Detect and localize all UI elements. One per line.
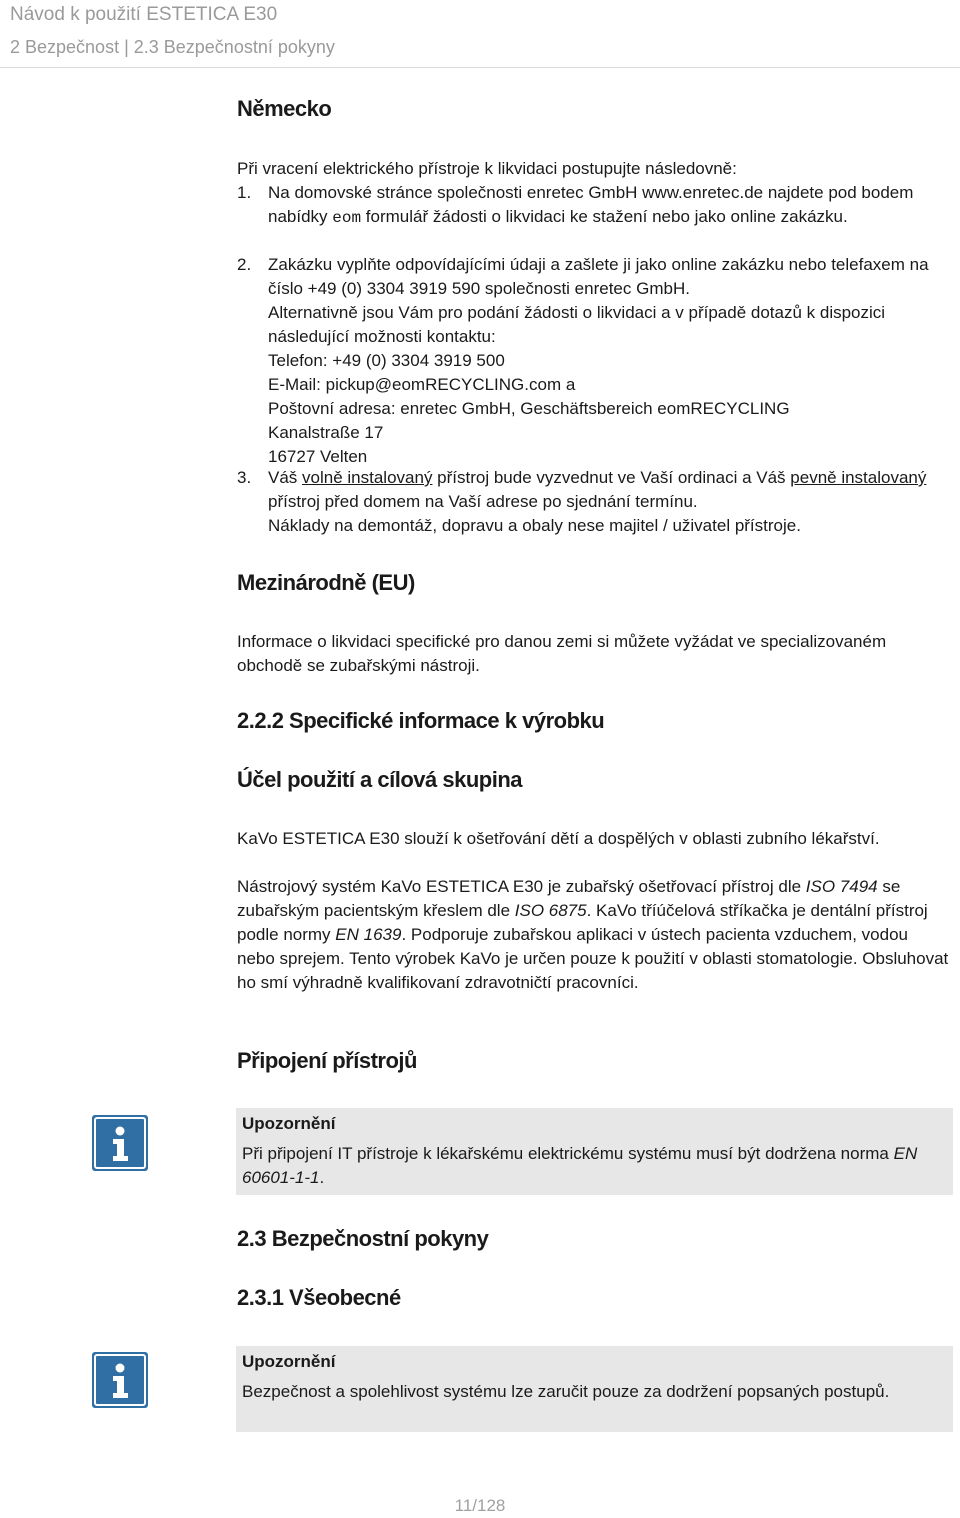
heading-2-3: 2.3 Bezpečnostní pokyny [237,1226,489,1251]
info-icon [92,1115,148,1171]
heading-connection: Připojení přístrojů [237,1048,417,1073]
breadcrumb: 2 Bezpečnost | 2.3 Bezpečnostní pokyny [10,37,335,57]
heading-2-3-1: 2.3.1 Všeobecné [237,1285,401,1310]
heading-germany: Německo [237,96,332,121]
purpose-p2: Nástrojový systém KaVo ESTETICA E30 je zubařský ošetřovací přístroj dle ISO 7494 se zubařským pacientským křeslem dle ISO 6875. KaVo tříúčelová stříkačka je dentální přístroj podle normy EN 1639. Podporuje zubařskou aplikaci v ústech pacienta vzduchem, vodou nebo sprejem. Tento výrobek KaVo je určen pouze k použití v oblasti stomatologie. Obsluhovat ho smí výhradně kvalifikovaní zdravotničtí pracovníci. [237,877,949,992]
document-title: Návod k použití ESTETICA E30 [10,4,278,25]
note-box [236,1108,953,1195]
list-text [268,253,949,469]
standard-ref: ISO 6875 [514,901,587,920]
germany-intro: Při vracení elektrického přístroje k likvidaci postupujte následovně: [237,159,737,178]
list-text: Na domovské stránce společnosti enretec GmbH www.enretec.de najdete pod bodem nabídky eom formulář žádosti o likvidaci ke stažení nebo jako online zakázku. [268,183,914,227]
heading-purpose: Účel použití a cílová skupina [237,767,523,792]
contact-phone: Telefon: +49 (0) 3304 3919 500 [268,351,505,370]
note-text: Bezpečnost a spolehlivost systému lze zaručit pouze za dodržení popsaných postupů. [242,1382,890,1401]
note-text: Při připojení IT přístroje k lékařskému elektrickému systému musí být dodržena norma EN 60601-1-1. [242,1144,918,1187]
standard-ref: ISO 7494 [805,877,878,896]
list-number: 3. [237,468,252,487]
page-header [0,0,960,68]
costs-note: Náklady na demontáž, dopravu a obaly nese majitel / uživatel přístroje. [268,516,801,535]
heading-2-2-2: 2.2.2 Specifické informace k výrobku [237,708,605,733]
list-item [237,253,949,469]
heading-international: Mezinárodně (EU) [237,570,415,595]
purpose-p1: KaVo ESTETICA E30 slouží k ošetřování dětí a dospělých v oblasti zubního lékařství. [237,829,880,848]
list-item [237,466,949,538]
list-item [237,181,949,253]
underlined-term: pevně instalovaný [790,468,927,487]
note-label: Upozornění [242,1352,336,1371]
note-box [236,1346,953,1432]
contact-address: Poštovní adresa: enretec GmbH, Geschäftsbereich eomRECYCLING [268,399,790,418]
standard-ref: EN 60601-1-1 [242,1144,918,1187]
list-number: 1. [237,183,252,202]
page-number: 11/128 [454,1496,506,1515]
menu-code: eom [332,209,362,227]
contact-intro: Alternativně jsou Vám pro podání žádosti o likvidaci a v případě dotazů k dispozici následující možnosti kontaktu: [268,303,886,346]
list-text: Váš volně instalovaný přístroj bude vyzvednut ve Vaší ordinaci a Váš pevně instalovaný přístroj před domem na Vaší adrese po sjednání termínu. Náklady na demontáž, dopravu a obaly nese majitel / uživatel přístroje. [268,466,949,538]
note-label: Upozornění [242,1114,336,1133]
contact-street: Kanalstraße 17 [268,423,384,442]
international-text: Informace o likvidaci specifické pro danou zemi si můžete vyžádat ve specializovaném obchodě se zubařskými nástroji. [237,632,887,675]
standard-ref: EN 1639 [335,925,402,944]
list-number: 2. [237,255,252,274]
underlined-term: volně instalovaný [302,468,433,487]
info-icon [92,1352,148,1408]
order-instructions: Zakázku vyplňte odpovídajícími údaji a zašlete ji jako online zakázku nebo telefaxem na číslo +49 (0) 3304 3919 590 společnosti enretec GmbH. [268,255,929,298]
header-divider [0,67,960,68]
contact-city: 16727 Velten [268,447,368,466]
contact-email: E-Mail: pickup@eomRECYCLING.com a [268,375,576,394]
